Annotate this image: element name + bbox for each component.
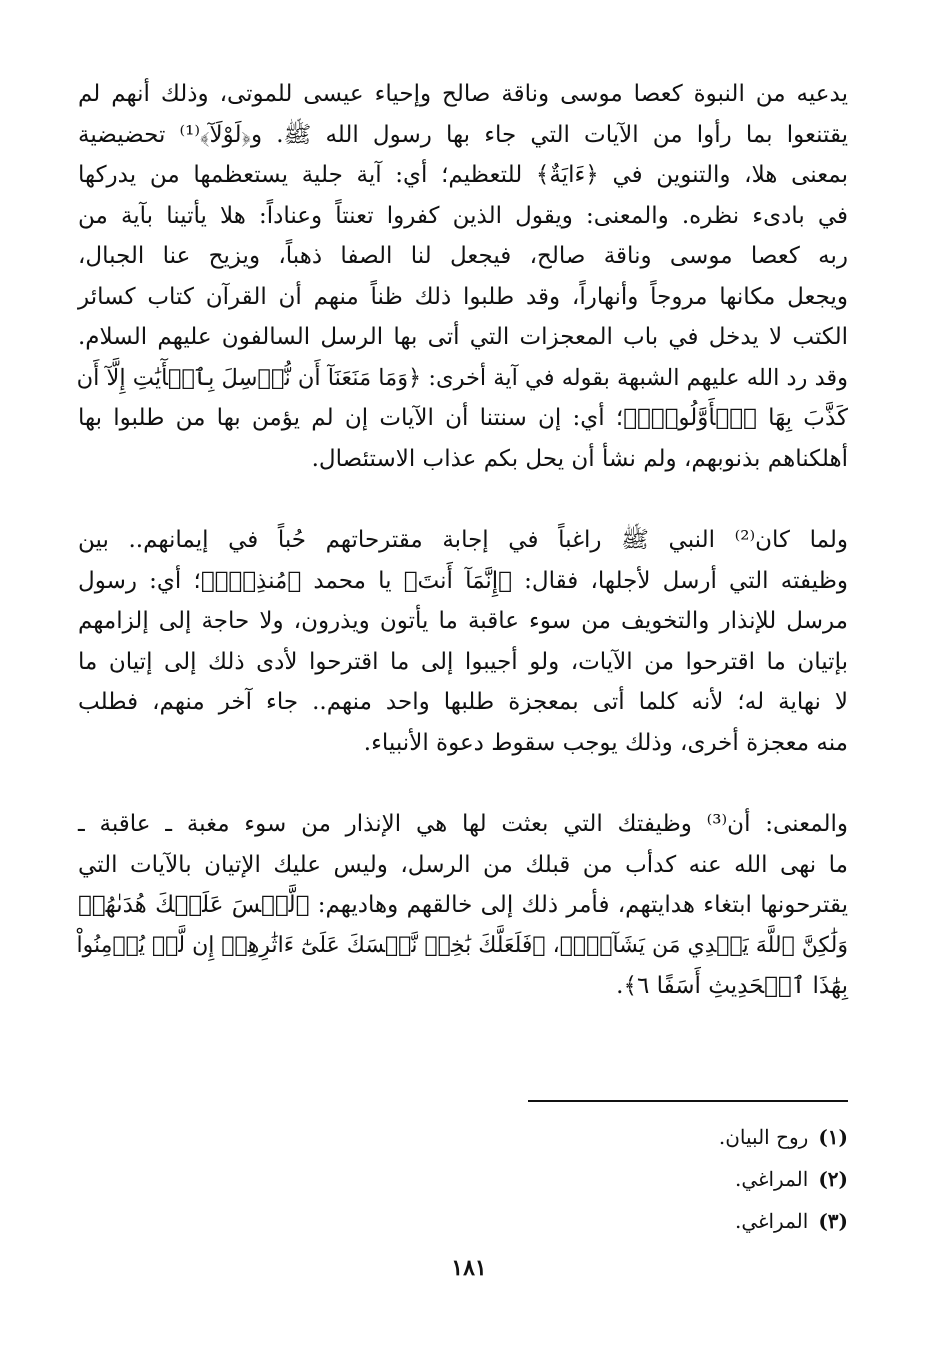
footnote-number: (١) — [818, 1125, 848, 1149]
text-line: الكتب لا يدخل في باب المعجزات التي أتى بها الرسل السالفون عليهم السلام. — [78, 324, 848, 350]
footnote-text: المراغي. — [735, 1209, 809, 1233]
text-line: بمعنى هلا، والتنوين في ﴿ءَايَةٌ﴾ للتعظيم؛ أي: آية جلية يستعظمها من يدركها — [78, 162, 848, 188]
text-line: يقترحونها ابتغاء هدايتهم، فأمر ذلك إلى خالقهم وهاديهم: ﴿لَّيۡسَ عَلَيۡكَ هُدَىٰهُمۡ — [78, 892, 848, 918]
text-line: يقتنعوا بما رأوا من الآيات التي جاء بها رسول الله ﷺ. و﴿لَوْلَآ﴾⁽¹⁾ تحضيضية — [78, 121, 849, 148]
text-line: منه معجزة أخرى، وذلك يوجب سقوط دعوة الأنبياء. — [363, 729, 848, 756]
footnotes — [488, 1116, 848, 1242]
text-line: ربه كعصا موسى وناقة صالح، فيجعل لنا الصفا ذهباً، ويزيح عنا الجبال، — [78, 243, 848, 269]
footnote-number: (٣) — [818, 1209, 848, 1233]
footnote-text: روح البيان. — [718, 1125, 809, 1149]
text-line: والمعنى: أن⁽³⁾ وظيفتك التي بعثت لها هي الإنذار من سوء مغبة ـ عاقبة ـ — [78, 811, 849, 837]
text-line: مرسل للإنذار والتخويف من سوء عاقبة ما يأتون ويذرون، ولا حاجة إلى إلزامهم — [78, 608, 848, 634]
text-line: بِهَٰذَا ٱلۡحَدِيثِ أَسَفًا ٦﴾. — [616, 973, 848, 999]
body-text — [78, 74, 848, 1007]
text-line: أهلكناهم بذنوبهم، ولم نشأ أن يحل بكم عذاب الاستئصال. — [311, 445, 848, 472]
footnote-text: المراغي. — [735, 1167, 809, 1191]
text-line: ويجعل مكانها مروجاً وأنهاراً، وقد طلبوا ذلك ظناً منهم أن القرآن كتاب كسائر — [78, 283, 848, 310]
text-line: وَلَٰكِنَّ ٱللَّهَ يَهۡدِي مَن يَشَآءُۗ﴾، ﴿فَلَعَلَّكَ بَٰخِعٞ نَّفۡسَكَ عَلَىٰٓ ءَاثَٰرِهِمۡ إِن لَّمۡ يُؤۡمِنُواْ — [76, 932, 848, 958]
footnote-1 — [488, 1116, 848, 1158]
footnote-number: (٢) — [818, 1167, 848, 1191]
paragraph-2 — [78, 520, 848, 763]
page-number: ١٨١ — [451, 1255, 487, 1281]
text-line: لا نهاية له؛ لأنه كلما أتى بمعجزة طلبها واحد منهم.. جاء آخر منهم، فطلب — [78, 689, 848, 715]
text-line: ولما كان⁽²⁾ النبي ﷺ راغباً في إجابة مقترحاتهم حُباً في إيمانهم.. بين — [78, 527, 849, 553]
footnote-3 — [488, 1200, 848, 1242]
text-line: بإتيان ما اقترحوا من الآيات، ولو أجيبوا إلى ما اقترحوا لأدى ذلك إلى إتيان ما — [78, 648, 848, 675]
text-line: كَذَّبَ بِهَا ٱلۡأَوَّلُونَۚ﴾؛ أي: إن سنتنا أن الآيات إن لم يؤمن بها من طلبوا بها — [78, 405, 848, 431]
text-line: يدعيه من النبوة كعصا موسى وناقة صالح وإحياء عيسى للموتى، وذلك أنهم لم — [78, 81, 848, 107]
footnote-2 — [488, 1158, 848, 1200]
paragraph-3 — [78, 804, 848, 1007]
paragraph-1 — [78, 74, 848, 479]
text-line: وظيفته التي أرسل لأجلها، فقال: ﴿إِنَّمَآ أَنتَ﴾ يا محمد ﴿مُنذِرٞۖ﴾؛ أي: رسول — [78, 567, 848, 594]
text-line: وقد رد الله عليهم الشبهة بقوله في آية أخرى: ﴿وَمَا مَنَعَنَآ أَن نُّرۡسِلَ بِٱلۡأٓيَٰتِ إِلَّآ أَن — [76, 364, 848, 391]
text-line: ما نهى الله عنه كدأب من قبلك من الرسل، وليس عليك الإتيان بالآيات التي — [78, 851, 848, 878]
footnote-divider — [528, 1100, 848, 1102]
text-line: في بادىء نظره. والمعنى: ويقول الذين كفروا تعنتاً وعناداً: هلا يأتينا بآية من — [78, 202, 848, 229]
